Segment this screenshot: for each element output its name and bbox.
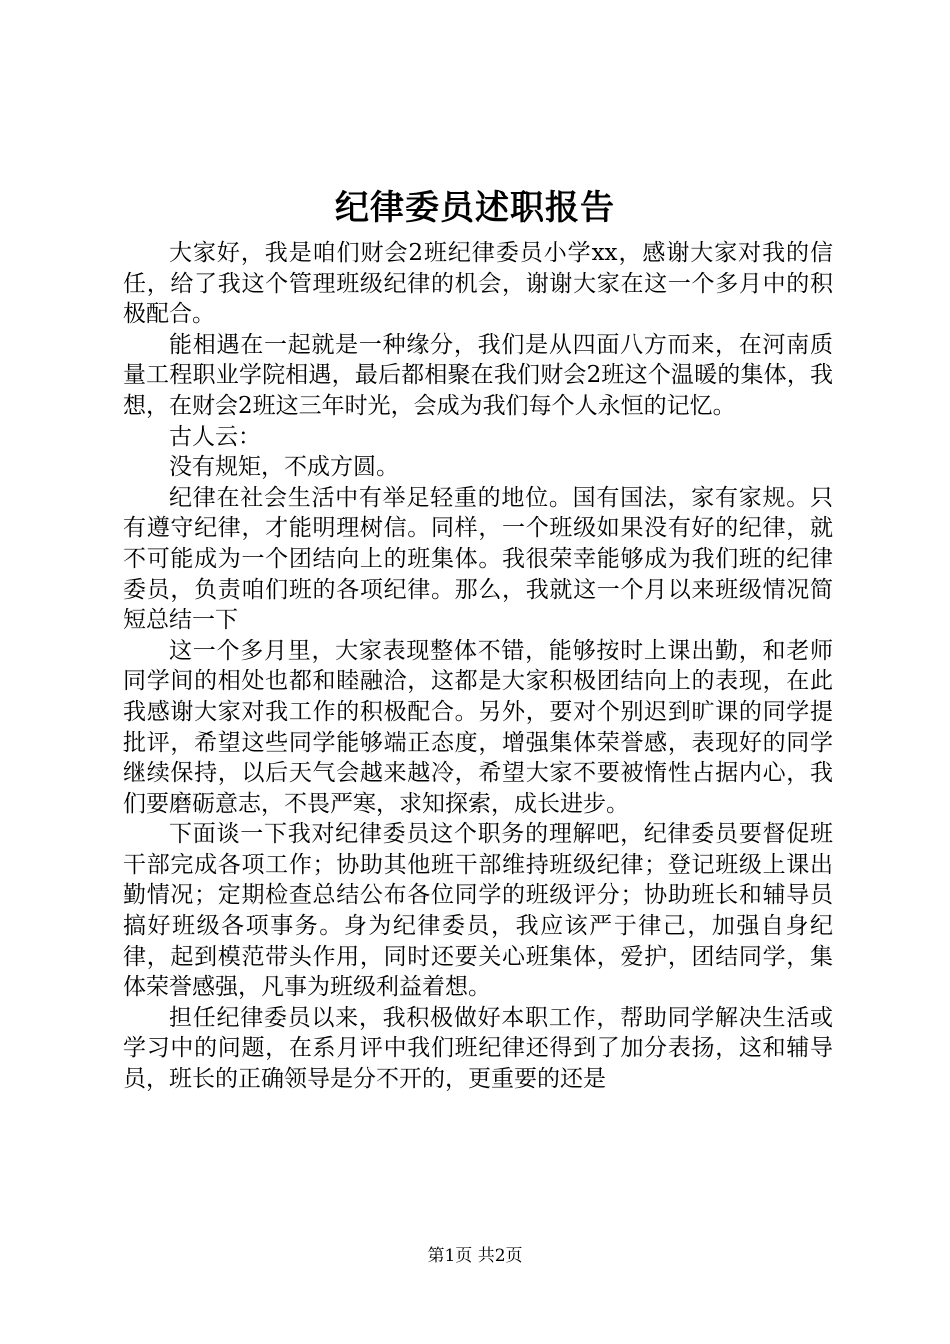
document-body: [123, 238, 833, 1095]
paragraph: 纪律在社会生活中有举足轻重的地位。国有国法，家有家规。只有遵守纪律，才能明理树信。同样，一个班级如果没有好的纪律，就不可能成为一个团结向上的班集体。我很荣幸能够成为我们班的纪律委员，负责咱们班的各项纪律。那么，我就这一个月以来班级情况简短总结一下: [123, 484, 833, 634]
document-title: 纪律委员述职报告: [335, 188, 615, 228]
paragraph: 担任纪律委员以来，我积极做好本职工作，帮助同学解决生活或学习中的问题，在系月评中我们班纪律还得到了加分表扬，这和辅导员，班长的正确领导是分不开的，更重要的还是: [123, 1004, 833, 1093]
paragraph: 下面谈一下我对纪律委员这个职务的理解吧，纪律委员要督促班干部完成各项工作；协助其他班干部维持班级纪律；登记班级上课出勤情况；定期检查总结公布各位同学的班级评分；协助班长和辅导员搞好班级各项事务。身为纪律委员，我应该严于律己，加强自身纪律，起到模范带头作用，同时还要关心班集体，爱护，团结同学，集体荣誉感强，凡事为班级利益着想。: [123, 821, 833, 1001]
paragraph: 古人云：: [169, 423, 261, 450]
paragraph: 这一个多月里，大家表现整体不错，能够按时上课出勤，和老师同学间的相处也都和睦融洽，这都是大家积极团结向上的表现，在此我感谢大家对我工作的积极配合。另外，要对个别迟到旷课的同学提批评，希望这些同学能够端正态度，增强集体荣誉感，表现好的同学继续保持，以后天气会越来越冷，希望大家不要被惰性占据内心，我们要磨砺意志，不畏严寒，求知探索，成长进步。: [123, 637, 833, 817]
paragraph: 能相遇在一起就是一种缘分，我们是从四面八方而来，在河南质量工程职业学院相遇，最后都相聚在我们财会2班这个温暖的集体，我想，在财会2班这三年时光，会成为我们每个人永恒的记忆。: [123, 331, 833, 419]
paragraph: 没有规矩，不成方圆。: [169, 454, 399, 481]
paragraph: 大家好，我是咱们财会2班纪律委员小学xx，感谢大家对我的信任，给了我这个管理班级纪律的机会，谢谢大家在这一个多月中的积极配合。: [123, 240, 833, 328]
page-number: 第1页 共2页: [427, 1246, 523, 1266]
